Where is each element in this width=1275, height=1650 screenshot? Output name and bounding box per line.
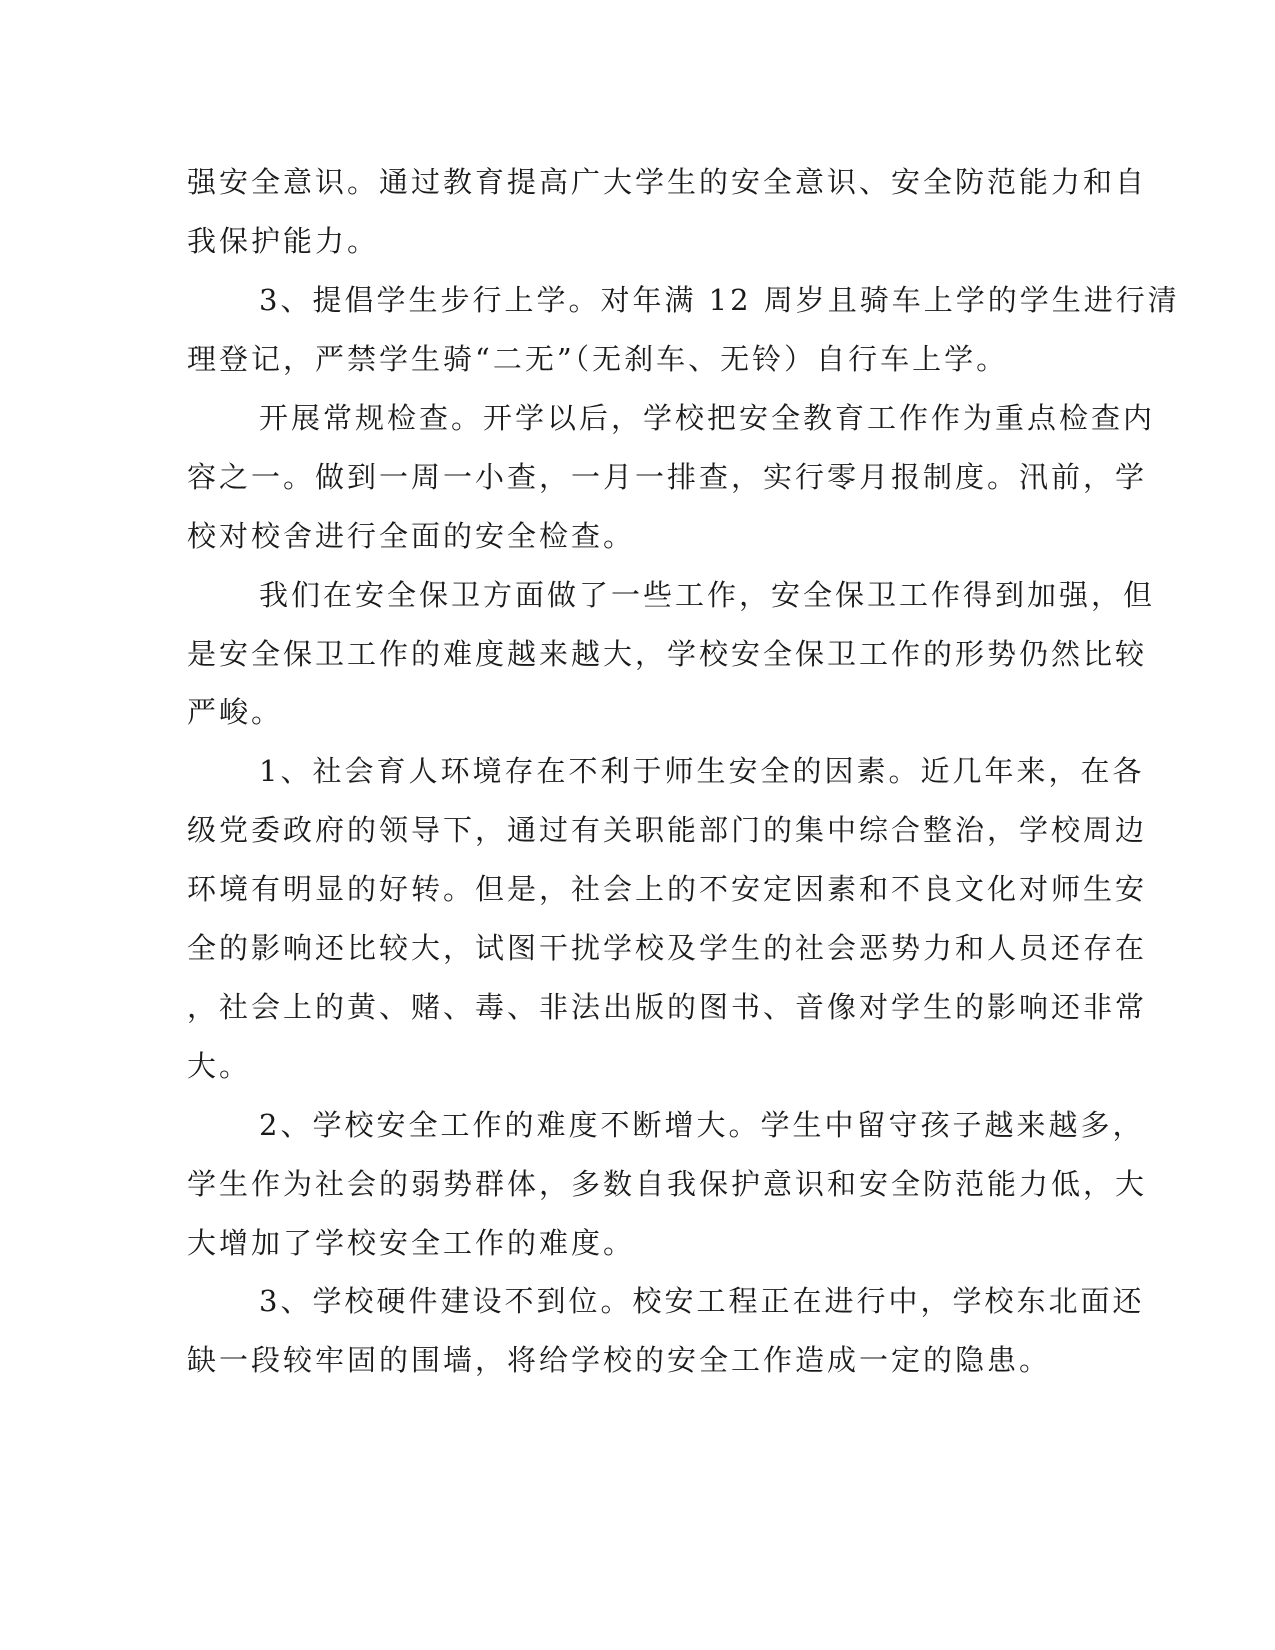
text-line: 容之一。做到一周一小查，一月一排查，实行零月报制度。汛前，学	[187, 460, 1148, 494]
text-line: 3、提倡学生步行上学。对年满 12 周岁且骑车上学的学生进行清	[259, 283, 1180, 317]
text-line: 2、学校安全工作的难度不断增大。学生中留守孩子越来越多，	[259, 1108, 1145, 1142]
text-line: 大增加了学校安全工作的难度。	[187, 1226, 636, 1260]
text-line: 我们在安全保卫方面做了一些工作，安全保卫工作得到加强，但	[259, 578, 1156, 612]
text-line: 大。	[187, 1049, 252, 1083]
text-line: 全的影响还比较大，试图干扰学校及学生的社会恶势力和人员还存在	[187, 931, 1148, 965]
text-line: 环境有明显的好转。但是，社会上的不安定因素和不良文化对师生安	[187, 872, 1148, 906]
text-line: 3、学校硬件建设不到位。校安工程正在进行中，学校东北面还	[259, 1284, 1145, 1318]
text-line: 学生作为社会的弱势群体，多数自我保护意识和安全防范能力低，大	[187, 1167, 1148, 1201]
text-line: 强安全意识。通过教育提高广大学生的安全意识、安全防范能力和自	[187, 165, 1148, 199]
text-line: 校对校舍进行全面的安全检查。	[187, 519, 636, 553]
text-line: 级党委政府的领导下，通过有关职能部门的集中综合整治，学校周边	[187, 813, 1148, 847]
text-line: 1、社会育人环境存在不利于师生安全的因素。近几年来，在各	[259, 754, 1145, 788]
text-line: 是安全保卫工作的难度越来越大，学校安全保卫工作的形势仍然比较	[187, 637, 1148, 671]
text-line: 缺一段较牢固的围墙，将给学校的安全工作造成一定的隐患。	[187, 1343, 1052, 1377]
text-line: ，社会上的黄、赌、毒、非法出版的图书、音像对学生的影响还非常	[187, 990, 1148, 1024]
text-line: 开展常规检查。开学以后，学校把安全教育工作作为重点检查内	[259, 401, 1156, 435]
text-line: 我保护能力。	[187, 224, 380, 258]
text-line: 理登记，严禁学生骑“二无”（无刹车、无铃）自行车上学。	[187, 342, 1009, 376]
text-line: 严峻。	[187, 695, 284, 729]
